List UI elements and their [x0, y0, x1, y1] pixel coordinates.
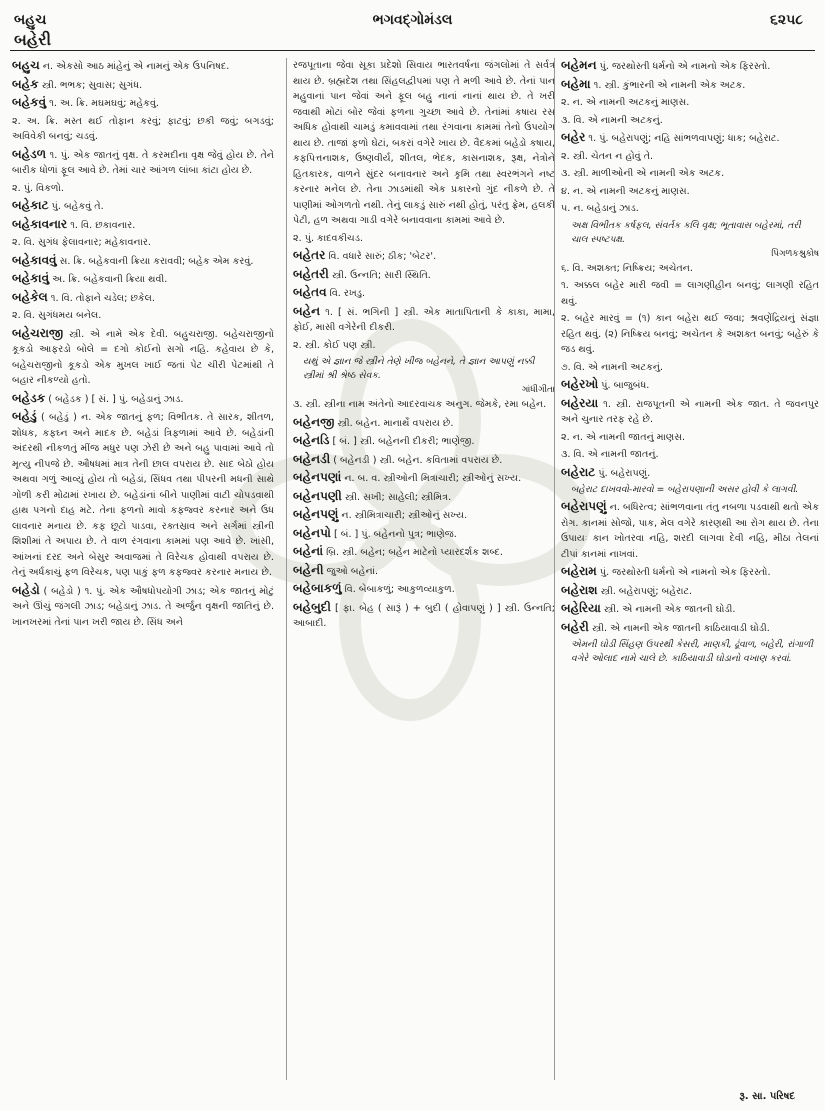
headword: બહેડું	[12, 409, 37, 423]
headword: બહેમા	[561, 76, 591, 91]
dictionary-entry	[12, 308, 274, 324]
headword: બહેરાપણું	[561, 499, 607, 513]
dictionary-entry	[561, 430, 819, 446]
dictionary-entry	[293, 267, 555, 284]
dictionary-entry	[12, 217, 274, 234]
headword: બહેમન	[561, 58, 597, 72]
page-title: ભગવદ્ગોમંડલ	[372, 12, 453, 28]
definition: ૩. સ્ત્રી. સ્ત્રીના નામ અંતેનો આદરવાચક અનુગ. જેમકે, રમા બહેન.	[293, 399, 547, 410]
definition: ૨. અ. ક્રિ. મસ્ત થઈ તોફાન કરવું; ફાટવું; છકી જવું; બગડવું; અવિવેકી બનવું; ચડવું.	[12, 115, 274, 142]
headword: બહેરાશ	[561, 582, 598, 597]
headword: બહેનજી	[293, 414, 335, 429]
headword: બહેકાવવું	[12, 252, 57, 267]
headword: બહેરાટ	[561, 464, 596, 479]
definition: ( બહેડો ) ૧. પું. એક ઔષધોપયોગી ઝાડ; એક જાતનું મોટું અને ઊંચું જંગલી ઝાડ; બહેડાનું ઝાડ. તે અર્જુન વૃક્ષની જાતિનું છે. ખાનખરમાં તેનાં પાન ખરી જાય છે. સિંધ અને	[12, 585, 274, 628]
headword: બહેતર	[293, 248, 326, 262]
headword: બહેરિયા	[561, 601, 601, 615]
definition: ૫. ન. બહેડાનું ઝાડ.	[561, 203, 639, 214]
definition: જુઓ બહેનાં.	[323, 565, 378, 577]
headword: બહેક	[12, 76, 39, 91]
dictionary-entry	[293, 285, 555, 302]
headword: બહેનપણું	[293, 507, 339, 521]
definition: સ્ત્રી. એ નામની એક જાતની કાઠિયાવાડી ઘોડી.	[588, 622, 770, 634]
quotation: અક્ષ વિભીતક કર્ષફલ, સંવર્તક કલિ વૃક્ષ; ભૂતાવાસ બહેરમાં, તરી ચાલ સ્પષ્ટપક્ષ.	[571, 219, 801, 245]
definition: ૨. પું. વિકળો.	[12, 182, 64, 194]
dictionary-entry	[561, 447, 819, 463]
dictionary-entry	[293, 304, 555, 336]
definition: સ્ત્રી. બહેરાપણું; બહેરાટ.	[597, 585, 693, 597]
dictionary-entry	[561, 620, 819, 637]
definition: ૧. પું. બહેરાપણું; નહિ સાંભળવાપણું; ધાક; બહેરાટ.	[585, 133, 780, 144]
dictionary-entry	[561, 184, 819, 200]
dictionary-entry	[561, 465, 819, 482]
dictionary-entry	[561, 601, 819, 618]
dictionary-entry	[293, 415, 555, 432]
headword: બહેબાકળું	[293, 581, 342, 595]
headword: બહેનડી	[293, 451, 331, 466]
dictionary-entry	[12, 198, 274, 215]
headword: બહેનપો	[293, 525, 331, 540]
headword: બહેની	[293, 562, 324, 577]
dictionary-entry	[561, 278, 819, 309]
definition: સ્ત્રી. બહેન. માનાર્થે વપરાય છે.	[334, 417, 454, 429]
definition: ૧. અ. ક્રિ. મઘમઘવું; મહેકવું.	[46, 98, 159, 109]
headword: બહેનડિ	[293, 433, 330, 447]
quotation: એમની ઘોડી સિંહણ ઉપરથી કેસરી, માણકી, ઢૂંવાળ, બહેરી, રાંગાળી વગેરે ઓલાદ નામે ચાલે છે. કાઠિયાવાડી ઘોડાનો વખાણ કરવાં.	[571, 639, 813, 664]
definition: [ બં. ] સ્ત્રી. બહેનની દીકરી; ભાણેજી.	[329, 436, 475, 447]
definition: સ્ત્રી. ભભક; સુવાસ; સુગંધ.	[38, 79, 143, 91]
dictionary-entry	[293, 397, 555, 413]
dictionary-entry	[561, 360, 819, 376]
definition: ૧. અક્કલ બહેર મારી જવી = લાગણીહીન બનવું; લાગણી રહિત થવું.	[561, 280, 819, 307]
definition: ૭. વિ. એ નામની અટકનું.	[561, 361, 664, 373]
dictionary-entry	[561, 166, 819, 182]
headword: બહેનપણી	[293, 488, 342, 503]
headword: બહુચ	[12, 58, 40, 72]
dictionary-entry	[12, 58, 274, 75]
definition: ( બહેડું ) ન. એક જાતનું ફળ; વિભીતક. તે સારક, શીતળ, શોધક, કફઘ્ન અને માદક છે. બહેડાં ત્રિફળામાં આવે છે. બહેડાંની અંદરથી નીકળતું મીંજ મધુર પણ ઝેરી છે અને બહુ પાવામાં આવે તો મૃત્યુ નીપજે છે. ઔષધમાં માત્ર તેની છાલ વપરાય છે. સાદ બેઠો હોય અથવા ગળું આવ્યું હોય તો બહેડાં, સિંધવ તથા પીપરની મધની સાથે ગોળી કરી મોઢામાં રખાય છે. બહેડાંનાં બીને પાણીમાં વાટી ચોપડવાથી હાથ પગનો દાહ મટે. તેના ફળનો માવો કફજ્વર કરનાર અને ઉધ લાવનાર મનાય છે. કફ છૂટો પાડવા, રક્તસ્રાવ અને સર્ગમાં સ્ત્રીની શિશીમાં તે અપાય છે. તે વાળ રંગવાના કામમાં પણ આવે છે. ખાંસી, આંખનાં દરદ અને બેસુર અવાજમાં તે વિરેચક હોવાથી વપરાય છે. તેનું અર્ધકાચું ફળ વિરેચક, પણ પાકું ફળ કફજ્વર કરનાર મનાય છે.	[12, 412, 274, 578]
definition: ૨. વિ. સુગંધમય બનેલ.	[12, 310, 102, 321]
headword: બહેન	[293, 303, 321, 318]
dictionary-entry	[561, 77, 819, 94]
headword: બહેડક	[12, 390, 46, 405]
definition: ૪. ન. એ નામની અટકનું માણસ.	[561, 185, 690, 197]
definition: ૧. [ સં. ભગિની ] સ્ત્રી. એક માતાપિતાની કે કાકા, મામા, ફોઈ, માસી વગેરેની દીકરી.	[293, 306, 555, 333]
definition: ૧. વિ. છકાવનાર.	[67, 219, 136, 231]
definition: ( બહેડક ) [ સં. ] પું. બહેડાનું ઝાડ.	[45, 393, 184, 405]
dictionary-entry	[561, 564, 819, 581]
dictionary-entry	[561, 95, 819, 111]
column-left	[12, 58, 274, 1080]
definition: ન. સ્ત્રીમિત્રાચારી; સ્ત્રીઓનું સખ્ય.	[338, 510, 468, 521]
definition: પું. બહેકવું તે.	[48, 201, 104, 212]
dictionary-entry	[293, 544, 555, 561]
column-middle	[286, 58, 555, 1080]
definition: [ ફા. બેહ ( સારૂં ) + બુદી ( હોવાપણું ) ] સ્ત્રી. ઉન્નતિ; આબાદી.	[293, 602, 555, 629]
page-number: ૬૨૫૮	[770, 12, 803, 28]
dictionary-entry	[293, 563, 555, 580]
definition: ૧. સ્ત્રી. રાજપૂતની એ નામની એક જાત. તે જવનપુર અને ચુનાર તરફ રહે છે.	[561, 398, 819, 425]
page-header	[0, 8, 825, 32]
definition: ૩. વિ. એ નામની જાતનું.	[561, 449, 659, 460]
definition: પું. બહેરાપણું.	[595, 467, 651, 479]
definition: પું. જરથોસ્તી ધર્મનો એ નામનો એક ફિરસ્તો.	[596, 61, 771, 72]
definition: ન. એકસો આઠ માંહેનું એ નામનું એક ઉપનિષદ.	[39, 61, 230, 72]
dictionary-entry	[293, 248, 555, 265]
headword: બહેચરાજી	[12, 325, 64, 340]
dictionary-entry	[561, 58, 819, 75]
dictionary-entry	[12, 326, 274, 389]
headword: બહેતવ	[293, 285, 327, 299]
dictionary-entry	[561, 149, 819, 165]
definition: ૧. વિ. તોફાને ચડેલ; છકેલ.	[47, 292, 155, 304]
quotation-source: પિંગળકશ્રુકોષ	[771, 248, 819, 259]
dictionary-entry	[561, 113, 819, 129]
headword: બહેકાવું	[12, 271, 50, 285]
guide-word-bottom: બહેરી	[14, 30, 52, 49]
definition: સ્ત્રી. એ નામની એક જાતની ઘોડી.	[600, 604, 736, 615]
dictionary-entry	[561, 261, 819, 277]
dictionary-entry	[12, 391, 274, 408]
headword: બહેતરી	[293, 266, 329, 281]
definition: ૩. વિ. એ નામની અટકનું.	[561, 114, 663, 126]
dictionary-entry	[12, 95, 274, 112]
definition: ૨. ન. એ નામની અટકનું માણસ.	[561, 97, 690, 108]
dictionary-entry	[293, 526, 555, 543]
dictionary-entry	[293, 470, 555, 487]
definition: ૩. સ્ત્રી. માળીઓની એ નામની એક અટક.	[561, 168, 725, 179]
headword: બહેકેલ	[12, 289, 48, 304]
definition: વિ. રખડુ.	[326, 288, 366, 299]
definition: ૨. બહેર મારવું = (૧) કાન બહેરા થઈ જવા; શ્રવણેંદ્રિયનું સંજ્ઞા રહિત થવું. (૨) નિષ્ક્રિય બનવું; અચેતન કે અશક્ત બનવું; બહેરું કે જડ થવું.	[561, 313, 819, 355]
dictionary-entry	[561, 377, 819, 394]
quotation: યથું એ જ્ઞાન જે સ્ત્રીને તેણે ખીજ બહેનને, તે જ્ઞાન આપણું નક્કી સ્ત્રીમાં શ્રી શ્રેષ્ઠ સેવક.	[303, 356, 535, 381]
definition: ૨. સ્ત્રી. કોઈ પણ સ્ત્રી.	[293, 339, 376, 351]
definition: ૨. સ્ત્રી. ચેતન ન હોવું તે.	[561, 150, 654, 162]
definition: સ્ત્રી. એ નામે એક દેવી. બહુચરાજી. બહેચરાજીનો કૂકડો આફરડો બોલે = દગો કોઈનો સગો નહિ. કહેવાય છે કે, બહેચરાજીનો કૂકડો એક મુખલ ખાઈ જતાં પેટ ચીરી પેટમાંથી તે બહાર નીકળ્યો હતો.	[12, 328, 274, 386]
dictionary-entry	[293, 433, 555, 450]
headword: બહેડો	[12, 582, 40, 597]
guide-word-top: બહુચ	[14, 12, 47, 28]
dictionary-entry	[12, 253, 274, 270]
dictionary-entry	[561, 499, 819, 562]
definition: ૨. પું. કાદવકીચડ.	[293, 232, 364, 244]
dictionary-entry	[561, 583, 819, 600]
headword: બહેર	[561, 130, 586, 144]
definition: ૨. ન. એ નામની જાતનું માણસ.	[561, 431, 686, 443]
publisher-mark: રૂ. સા. પરિષદ	[739, 1091, 795, 1102]
dictionary-entry	[12, 290, 274, 307]
definition: સ્ત્રી. સખી; સાહેલી; સ્ત્રીમિત્ર.	[341, 491, 452, 503]
definition: વિ. વધારે સારું; ઠીક; 'બેટર'.	[325, 251, 437, 262]
header-rule	[10, 50, 815, 51]
definition: ( બહેનડી ) સ્ત્રી. બહેન. કવિતામાં વપરાય છે.	[330, 454, 503, 466]
dictionary-entry	[293, 58, 555, 229]
dictionary-entry	[12, 77, 274, 94]
definition: પું. બાજુબંધ.	[598, 380, 650, 391]
headword: બહેરયા	[561, 395, 599, 410]
quotation: બહેરાટ દાખવવો-મારવો = બહેરાપણાની અસર હોવી કે લાગવી.	[571, 484, 799, 495]
dictionary-entry	[12, 114, 274, 145]
headword: બહેકાવનાર	[12, 216, 68, 231]
column-right	[554, 58, 819, 1080]
headword: બહેનપણાં	[293, 470, 342, 484]
dictionary-entry	[12, 583, 274, 631]
definition: ૬. વિ. અશક્ત; નિષ્ક્રિય; અચેતન.	[561, 262, 693, 274]
dictionary-entry	[561, 396, 819, 428]
definition: સ. ક્રિ. બહેકવાની ક્રિયા કરાવવી; બહેક એમ કરવું.	[56, 255, 254, 267]
headword: બહેકવું	[12, 95, 47, 109]
dictionary-entry	[293, 231, 555, 247]
headword: બહેરખો	[561, 377, 599, 391]
dictionary-entry	[12, 235, 274, 251]
dictionary-entry	[293, 452, 555, 469]
definition: વિ. બેબાકળું; આકુળવ્યાકુળ.	[341, 584, 455, 595]
dictionary-entry	[293, 489, 555, 506]
dictionary-entry	[293, 581, 555, 598]
dictionary-entry	[561, 130, 819, 147]
definition: ન. બ. વ. સ્ત્રીઓની મિત્રાચારી; સ્ત્રીઓનું સખ્ય.	[341, 473, 522, 484]
definition: ૨. વિ. સુગંધ ફેલાવનાર; મહેકાવનાર.	[12, 237, 151, 248]
dictionary-entry	[293, 600, 555, 632]
quotation-source: ગાંધીગીતા	[521, 385, 555, 395]
headword: બહેરી	[561, 619, 589, 634]
dictionary-entry	[561, 311, 819, 358]
headword: બહેબુદી	[293, 599, 331, 614]
definition: બ્રિ. સ્ત્રી. બહેન; બહેન માટેનો પ્યારદર્શક શબ્દ.	[323, 547, 503, 558]
dictionary-entry	[12, 409, 274, 581]
definition: [ બં. ] પું. બહેનનો પુત્ર; ભાણેજ.	[330, 528, 457, 540]
definition: રજપૂતાના જેવા સૂકા પ્રદેશો સિવાય ભારતવર્ષના જંગલોમાં તે સર્વત્ર થાય છે. બ્રહ્મદેશ તથા સિંહલદ્વીપમાં પણ તે મળી આવે છે. તેનાં પાન મહુવાનાં પાન જેવાં અને ફૂલ બહુ નાનાં નાનાં થાય છે. તે ખરી જવાથી મોટાં બોર જેવાં ફળના ગુચ્છા આવે છે. તેનાંમાં કષાય રસ અધિક હોવાથી ચામડું કમાવવામાં તથા રંગવાના કામમાં તેનો ઉપયોગ થાય છે. તાજાં ફળો ઘેટાં, બકરાં વગેરે ખાય છે. વૈદકમાં બહેડો કષાય, કફપિત્તનાશક, ઉષ્ણવીર્ય, શીતલ, ભેદક, કાસનાશક, રૂક્ષ, નેત્રોને હિતકારક, વાળને સુંદર બનાવનાર અને કૃમિ તથા સ્વરભંગને નષ્ટ કરનાર મનેલ છે. તેના ઝાડમાંથી એક પ્રકારનો ગુંદ નીકળે છે. તે પાણીમાં ઓગળતો નથી. તેનું લાકડું સારું નથી હોતું, પરંતુ ફ્રેમ, હલકી પેટી, હળ અથવા ગાડી વગેરે બનાવવાના કામમાં આવે છે.	[293, 60, 555, 226]
definition: ૧. સ્ત્રી. કુંભારની એ નામની એક અટક.	[590, 79, 746, 91]
dictionary-entry	[293, 507, 555, 524]
headword: બહેકાટ	[12, 198, 49, 212]
definition: પું. જરથોસ્તી ધર્મનો એ નામનો એક ફિરસ્તો.	[596, 567, 771, 578]
dictionary-entry	[12, 147, 274, 179]
definition: ન. બધિરત્વ; સાંભળવાના તંતુ નબળા પડવાથી થતો એક રોગ. કાનમાં સોજો, પાક, મેલ વગેરે કારણથી આ રોગ થાય છે. તેના ઉપાયઃ કાન ખોતરવા નહિ, શરદી લાગવા દેવી નહિ, મીઠા તેલનાં ટીપાં કાનમાં નાખવાં.	[561, 502, 819, 560]
definition: સ્ત્રી. ઉન્નતિ; સારી સ્થિતિ.	[328, 269, 431, 281]
definition: ૧. પું. એક જાતનું વૃક્ષ. તે કરમદીના વૃક્ષ જેવું હોય છે. તેને બારીક ધોળાં ફૂલ આવે છે. તેમાં ચાર આંગળ લાંબા કાંટા હોય છે.	[12, 149, 274, 176]
dictionary-entry	[561, 201, 819, 217]
dictionary-entry	[12, 271, 274, 288]
dictionary-entry	[293, 338, 555, 354]
headword: બહેનાં	[293, 544, 324, 558]
headword: બહેરામ	[561, 564, 597, 578]
headword: બહેડળ	[12, 146, 47, 161]
dictionary-entry	[12, 181, 274, 197]
definition: અ. ક્રિ. બહેકવાની ક્રિયા થવી.	[49, 274, 168, 285]
